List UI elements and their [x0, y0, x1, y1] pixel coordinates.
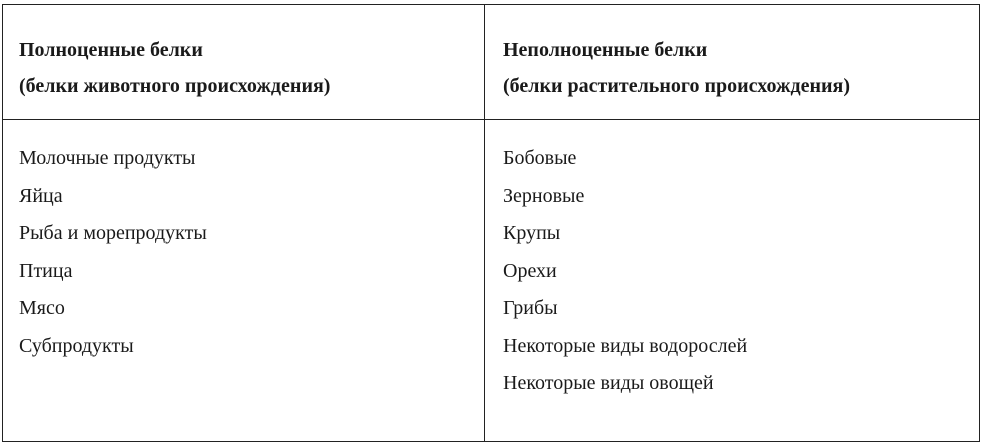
list-item: Рыба и морепродукты — [19, 222, 207, 244]
header-complete-proteins — [3, 5, 485, 120]
header-incomplete-proteins — [485, 5, 979, 120]
list-item: Зерновые — [503, 184, 585, 207]
complete-proteins-subtitle: (белки животного происхождения) — [19, 75, 331, 97]
incomplete-proteins-subtitle: (белки растительного происхождения) — [503, 75, 851, 97]
list-item: Некоторые виды водорослей — [503, 334, 748, 357]
list-item: Орехи — [503, 259, 557, 282]
incomplete-proteins-title: Неполноценные белки — [503, 39, 708, 61]
list-item: Птица — [19, 259, 73, 282]
complete-proteins-list — [3, 120, 485, 441]
protein-table — [2, 4, 980, 442]
list-item: Мясо — [19, 297, 65, 319]
list-item: Крупы — [503, 222, 561, 244]
complete-proteins-title: Полноценные белки — [19, 39, 203, 61]
list-item: Молочные продукты — [19, 147, 196, 169]
incomplete-proteins-list — [485, 120, 979, 441]
list-item: Яйца — [19, 184, 63, 207]
list-item: Некоторые виды овощей — [503, 372, 714, 394]
list-item: Субпродукты — [19, 334, 134, 357]
list-item: Бобовые — [503, 147, 577, 169]
list-item: Грибы — [503, 297, 558, 319]
